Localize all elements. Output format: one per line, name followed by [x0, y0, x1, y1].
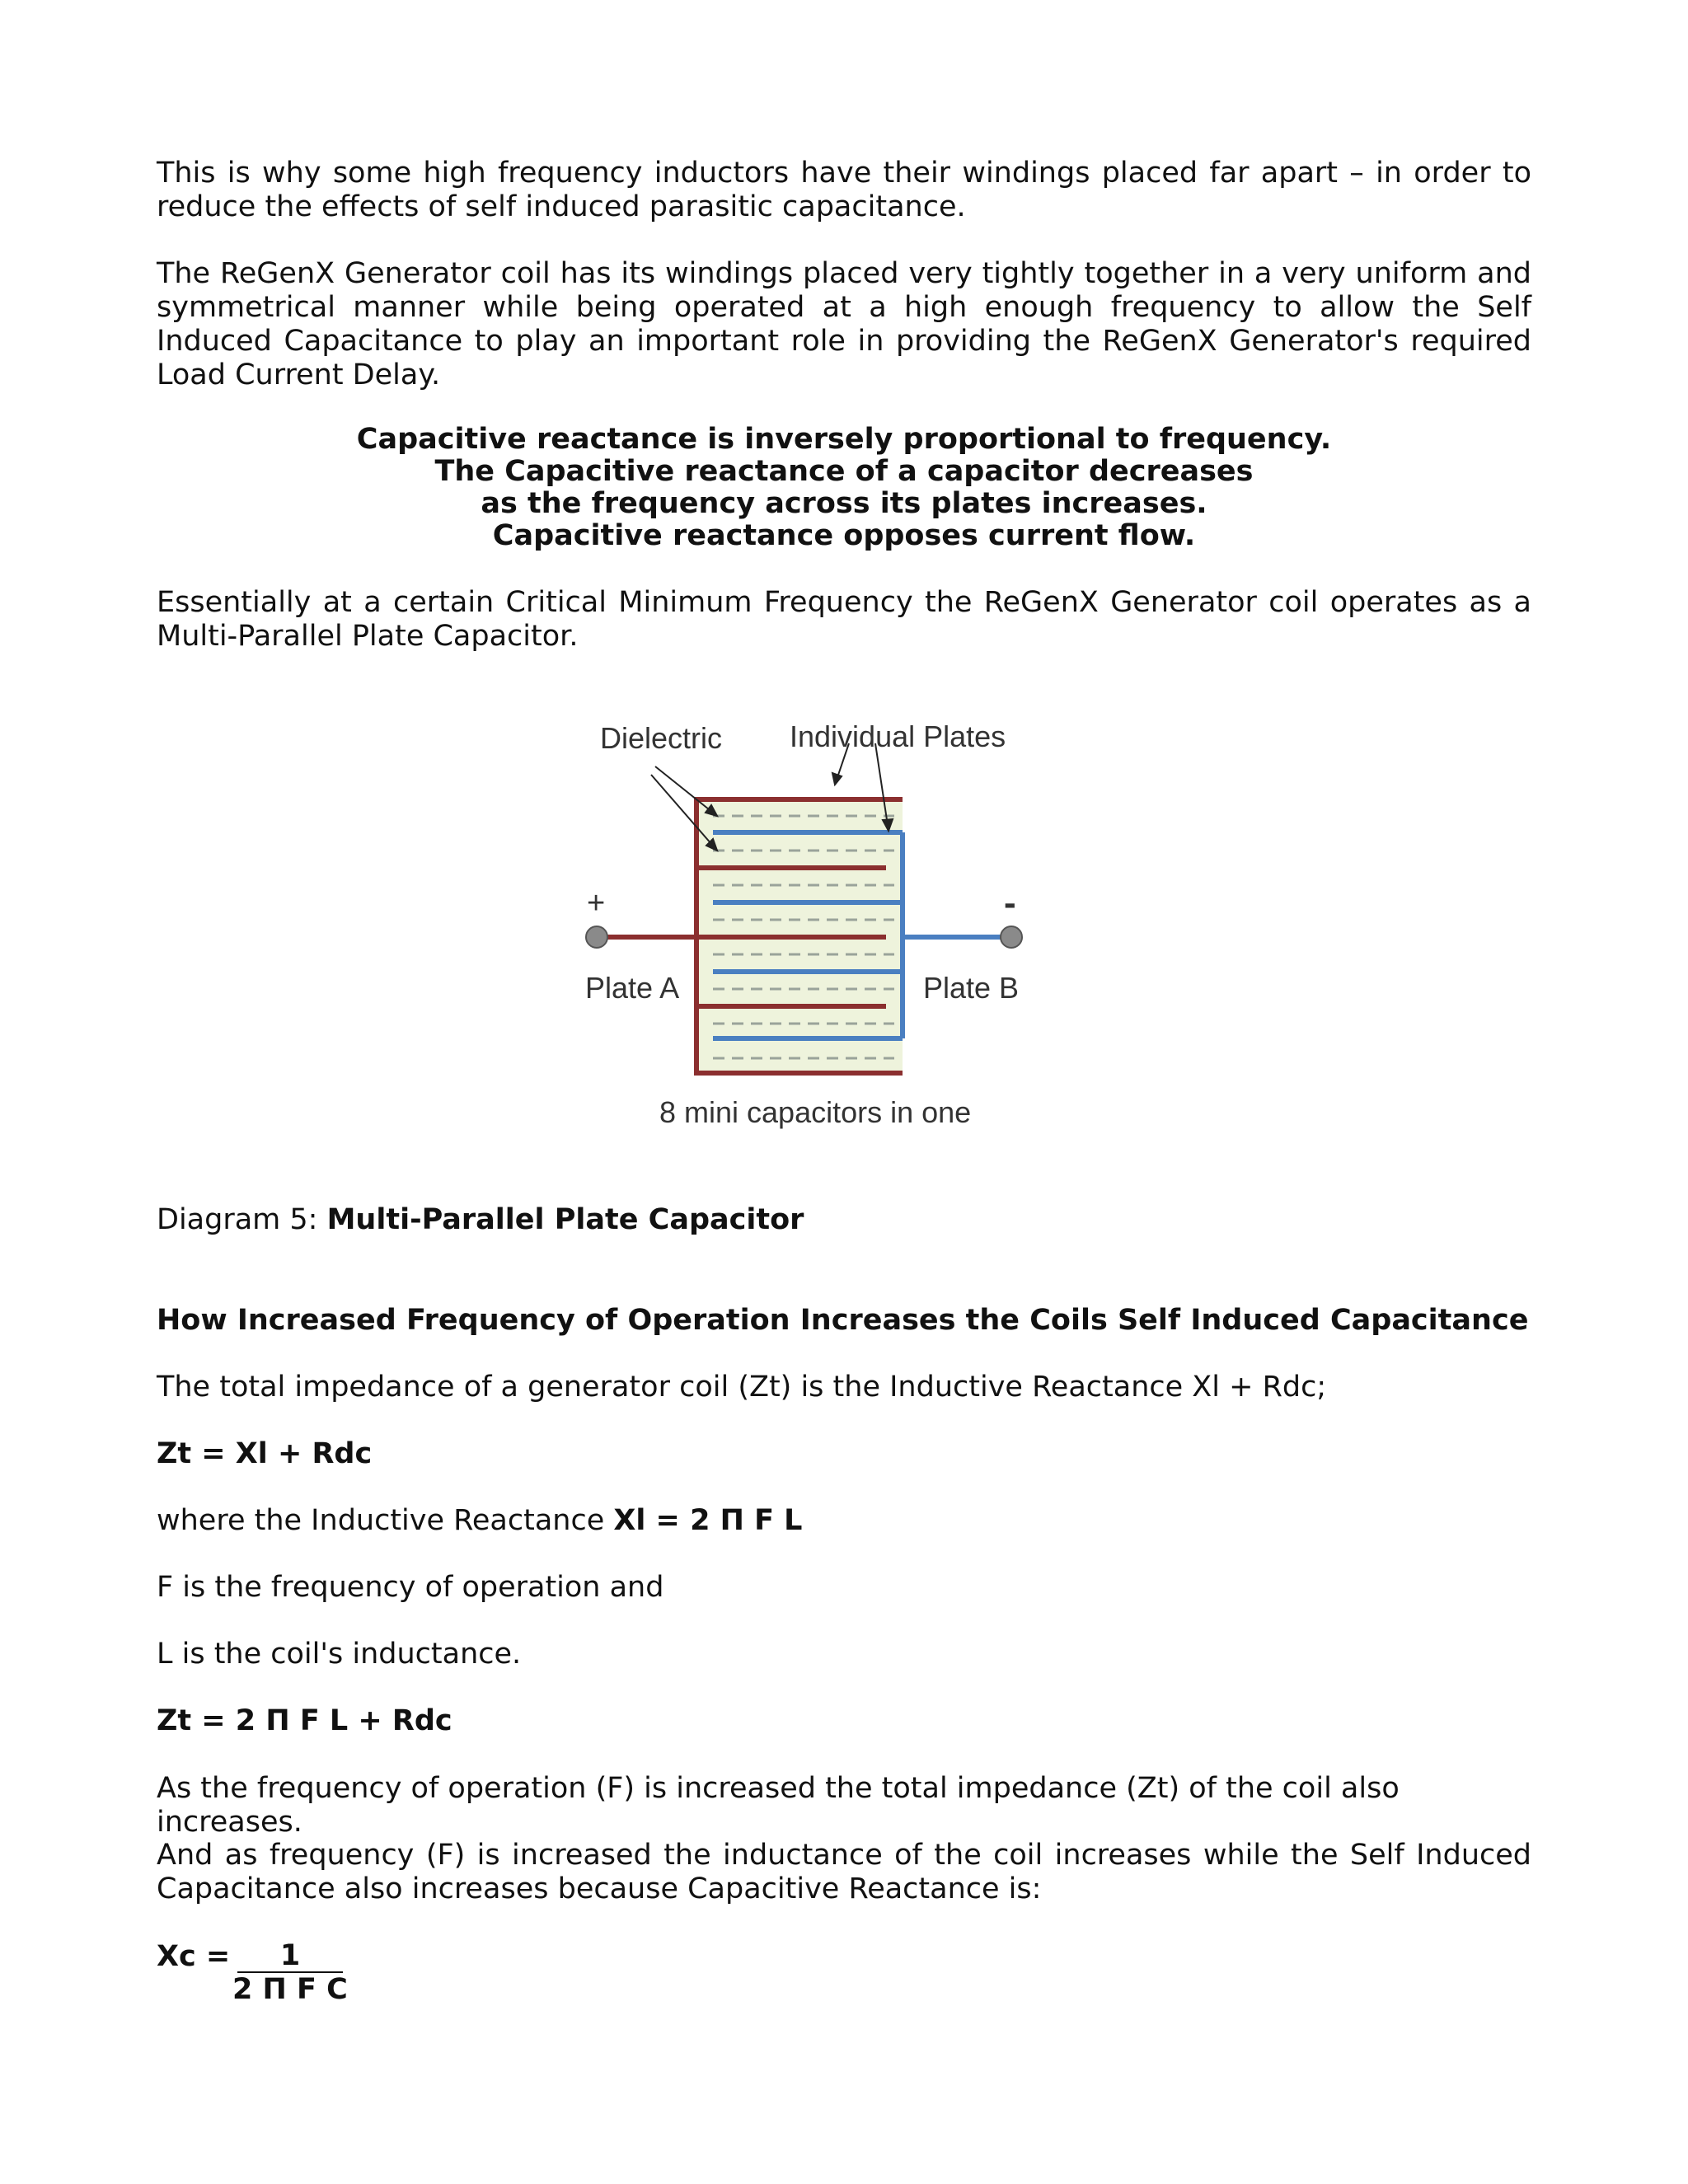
label-dielectric: Dielectric	[600, 721, 723, 755]
callout-line-4: Capacitive reactance opposes current flow.	[492, 519, 1196, 552]
increase-paragraph: As the frequency of operation (F) is increased the total impedance (Zt) of the coil also increases.	[157, 1772, 1400, 1839]
and-paragraph: And as frequency (F) is increased the inductance of the coil increases while the Self Induced Capacitance also increases because Capacitive Reactance is:	[157, 1839, 1531, 1905]
callout-line-3: as the frequency across its plates increases.	[481, 487, 1207, 520]
callout-line-2: The Capacitive reactance of a capacitor decreases	[434, 455, 1254, 488]
terminal-minus	[1001, 926, 1022, 948]
equation-zt: Zt = Xl + Rdc	[157, 1437, 373, 1470]
label-minus: -	[1004, 883, 1016, 923]
equation-zt-expanded: Zt = 2 Π F L + Rdc	[157, 1704, 452, 1737]
l-definition: L is the coil's inductance.	[157, 1638, 522, 1671]
callout-line-1: Capacitive reactance is inversely proportional to frequency.	[356, 423, 1332, 456]
intro-paragraph-1: This is why some high frequency inductors have their windings placed far apart – in order to reduce the effects of self induced parasitic capacitance.	[157, 157, 1531, 223]
essentially-paragraph: Essentially at a certain Critical Minimum Frequency the ReGenX Generator coil operates as a Multi-Parallel Plate Capacitor.	[157, 586, 1531, 653]
capacitor-diagram	[569, 709, 1030, 1170]
label-individual-plates: Individual Plates	[790, 719, 1006, 753]
callout-block	[157, 423, 1531, 553]
label-plate-a: Plate A	[585, 971, 680, 1005]
f-definition: F is the frequency of operation and	[157, 1571, 664, 1604]
label-plus: +	[587, 886, 606, 921]
equation-xc	[157, 1940, 1531, 2022]
section-heading: How Increased Frequency of Operation Increases the Coils Self Induced Capacitance	[157, 1304, 1529, 1337]
label-plate-b: Plate B	[923, 971, 1020, 1005]
label-eight-mini-capacitors: 8 mini capacitors in one	[659, 1095, 972, 1129]
xc-numerator: 1	[237, 1940, 343, 1973]
xc-label: Xc =	[157, 1940, 231, 1973]
equation-xl: Xl = 2 Π F L	[613, 1504, 803, 1537]
total-impedance-paragraph: The total impedance of a generator coil (Zt) is the Inductive Reactance Xl + Rdc;	[157, 1371, 1327, 1404]
diagram-caption: Diagram 5: Multi-Parallel Plate Capacitor	[157, 1203, 804, 1236]
xc-denominator: 2 Π F C	[232, 1973, 348, 2006]
terminal-plus	[586, 926, 607, 948]
where-line: where the Inductive Reactance Xl = 2 Π F L	[157, 1504, 803, 1537]
intro-paragraph-2: The ReGenX Generator coil has its windings placed very tightly together in a very uniform and symmetrical manner while being operated at a high enough frequency to allow the Self Induced Capacitance to play an important role in providing the ReGenX Generator's required Load Current Delay.	[157, 257, 1531, 391]
